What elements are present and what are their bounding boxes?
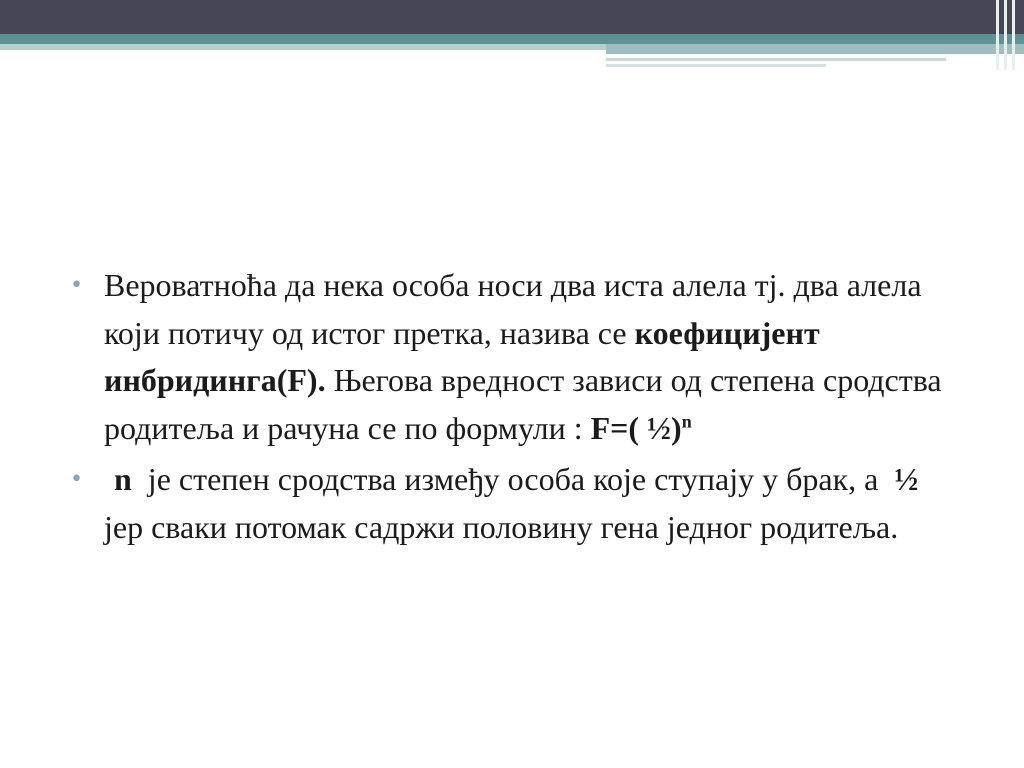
- variable-n: n: [114, 461, 132, 497]
- slide-body: [70, 262, 970, 555]
- bullet-text: Вероватноћа да нека особа носи два иста алела тј. два алела који потичу од истог претка, назива се: [104, 267, 922, 351]
- header-stripes: [992, 0, 1024, 70]
- header-line: [606, 58, 946, 61]
- bullet-item: [70, 456, 970, 551]
- header-light-band-right: [606, 44, 1024, 54]
- bullet-text: јер сваки потомак садржи половину гена једног родитеља.: [104, 461, 935, 545]
- bold-term: коефицијент инбридинга(F).: [104, 314, 820, 398]
- header-bar: [0, 0, 1024, 34]
- bullet-text: Његова вредност зависи од степена сродства родитеља и рачуна се по формули :: [104, 362, 942, 446]
- bullet-text: је степен сродства између особа које ступају у брак, а: [131, 461, 895, 497]
- header-line: [606, 64, 826, 67]
- header-accent-band: [0, 34, 1024, 44]
- bullet-item: [70, 262, 970, 452]
- bullet-dot-icon: •: [70, 273, 83, 298]
- half-symbol: ½: [894, 461, 919, 497]
- header-light-band: [0, 44, 606, 50]
- formula: F=( ½): [590, 409, 682, 446]
- bullet-dot-icon: •: [70, 467, 83, 492]
- formula-exponent: n: [681, 410, 692, 431]
